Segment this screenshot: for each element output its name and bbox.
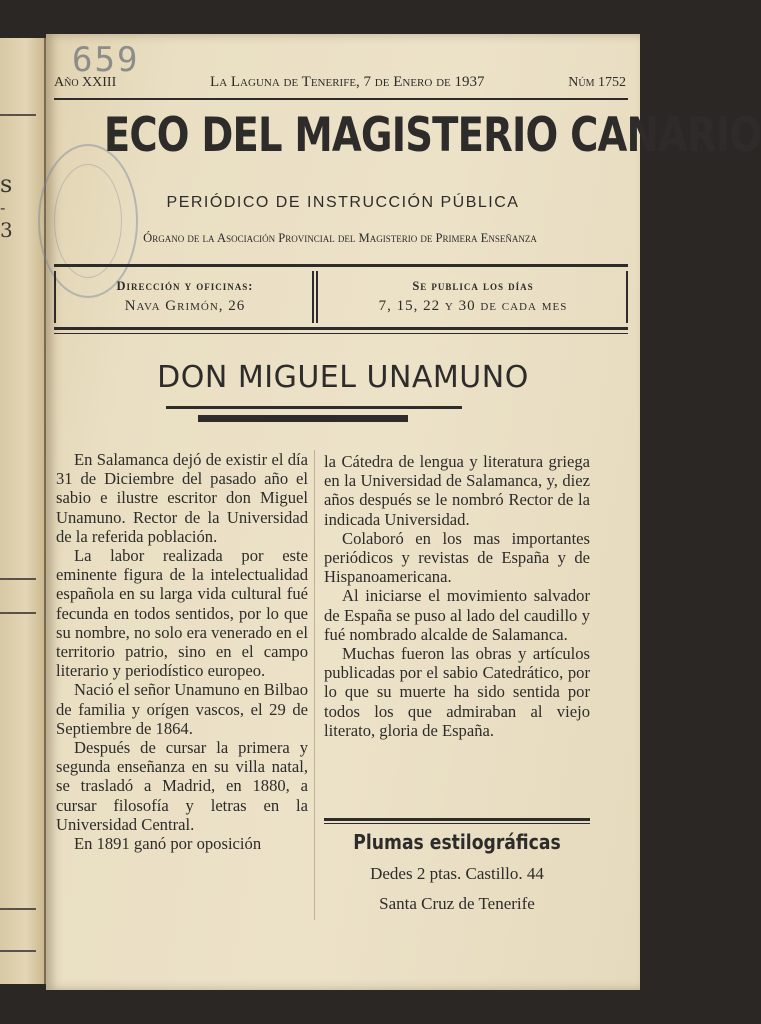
- divider: [166, 406, 462, 409]
- masthead-subtitle: PERIÓDICO DE INSTRUCCIÓN PÚBLICA: [166, 194, 520, 211]
- ad-title: Plumas estilográficas: [353, 830, 561, 854]
- article-headline: DON MIGUEL UNAMUNO: [157, 360, 529, 395]
- paragraph: Muchas fueron las obras y artículos publicadas por el sabio Catedrático, por lo que su muerte ha sido sentida por todos los que admiraban al viejo literato, gloria de España.: [324, 644, 590, 740]
- office-info: [60, 279, 310, 315]
- days-label: Se publica los días: [412, 279, 534, 293]
- folio-number: 659: [72, 40, 140, 80]
- edge-fragment: s: [0, 170, 13, 198]
- divider: [54, 271, 56, 323]
- divider: [0, 114, 36, 116]
- masthead-title: ECO DEL MAGISTERIO CANARIO: [103, 108, 761, 163]
- masthead-organ: Órgano de la Asociación Provincial del Magisterio de Primera Enseñanza: [143, 231, 537, 245]
- edge-fragment: -: [0, 198, 6, 217]
- column-divider: [314, 450, 315, 920]
- divider: [54, 98, 628, 100]
- office-value: Nava Grimón, 26: [124, 298, 246, 314]
- divider: [626, 271, 628, 323]
- paragraph: Nació el señor Unamuno en Bilbao de familia y orígen vascos, el 29 de Septiembre de 1864.: [56, 680, 308, 738]
- divider: [324, 823, 590, 824]
- paragraph: En Salamanca dejó de existir el día 31 de Diciembre del pasado año el sabio e ilustre escritor don Miguel Unamuno. Rector de la Universidad de la referida población.: [56, 450, 308, 546]
- paragraph: En 1891 ganó por oposición: [74, 834, 262, 854]
- divider: [54, 327, 628, 330]
- issue-number: Núm 1752: [568, 75, 626, 90]
- ad-city: Santa Cruz de Tenerife: [379, 894, 535, 913]
- days-value: 7, 15, 22 y 30 de cada mes: [378, 298, 568, 314]
- year-label: Año XXIII: [54, 75, 117, 90]
- dateline: [54, 74, 626, 91]
- edge-fragment: 3: [0, 218, 13, 242]
- divider: [0, 950, 36, 952]
- office-label: Dirección y oficinas:: [116, 279, 254, 293]
- ad-address: Dedes 2 ptas. Castillo. 44: [370, 864, 544, 883]
- divider: [316, 271, 318, 323]
- info-box: [54, 265, 628, 325]
- newspaper-page: [46, 34, 761, 990]
- paragraph: Al iniciarse el movimiento salvador de España se puso al lado del caudillo y fué nombrado alcalde de Salamanca.: [324, 586, 590, 644]
- paragraph: la Cátedra de lengua y literatura griega en la Universidad de Salamanca, y, diez años después se le nombró Rector de la indicada Universidad.: [324, 452, 590, 529]
- paragraph: La labor realizada por este eminente figura de la intelectualidad española en su larga vida cultural fué fecunda en todos sentidos, por lo que su nombre, no solo era venerado en el territorio patrio, sino en el campo literario y periodístico europeo.: [56, 546, 308, 681]
- place-date: La Laguna de Tenerife, 7 de Enero de 1937: [210, 74, 485, 90]
- divider: [324, 818, 590, 821]
- publication-days: [320, 279, 626, 315]
- divider: [198, 415, 408, 422]
- divider: [0, 612, 36, 614]
- article-column-right: [324, 452, 590, 740]
- divider: [312, 271, 314, 323]
- divider: [0, 578, 36, 580]
- divider: [54, 333, 628, 334]
- divider: [0, 908, 36, 910]
- article-column-left: [56, 450, 308, 853]
- previous-page-edge: [0, 38, 47, 984]
- paragraph: Colaboró en los mas importantes periódicos y revistas de España y de Hispanoamericana.: [324, 528, 590, 587]
- paragraph: Después de cursar la primera y segunda enseñanza en su villa natal, se trasladó a Madrid, en 1880, a cursar filosofía y letras en la Universidad Central.: [56, 738, 308, 834]
